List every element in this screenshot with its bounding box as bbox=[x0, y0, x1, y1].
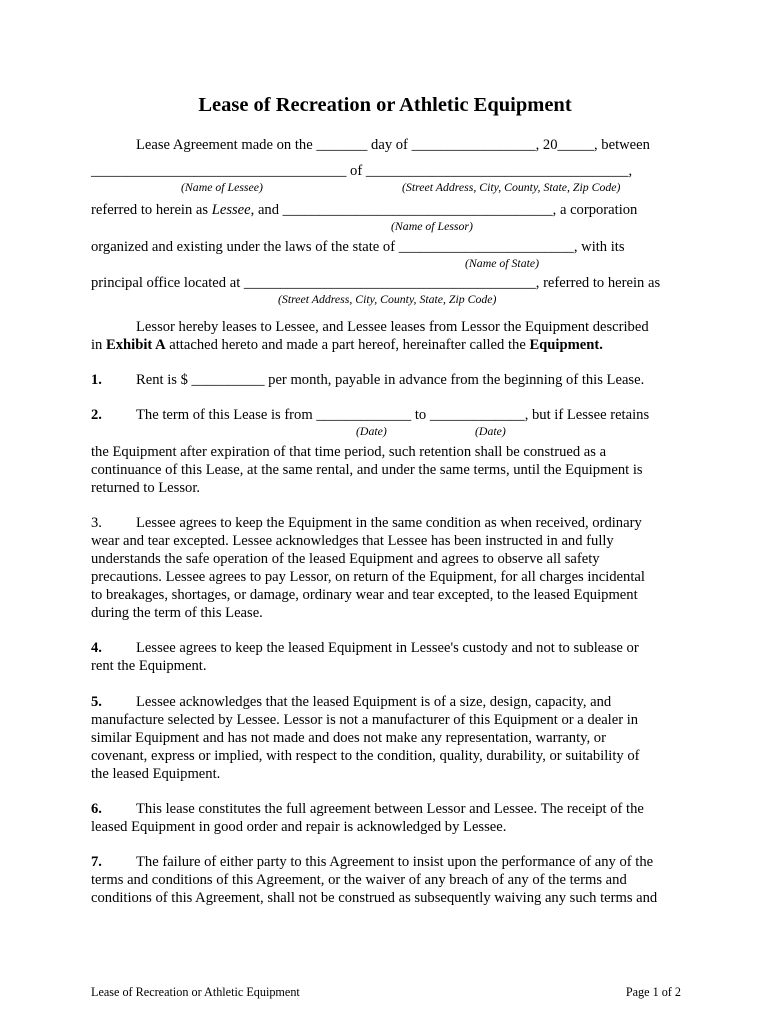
equipment-term: Equipment. bbox=[529, 337, 603, 353]
caption-street-address-2: (Street Address, City, County, State, Zip Code) bbox=[278, 292, 497, 306]
section-4: 4. Lessee agrees to keep the leased Equipment in Lessee's custody and not to sublease or rent the Equipment. bbox=[91, 640, 639, 674]
section-number: 4. bbox=[91, 640, 102, 656]
section-number: 2. bbox=[91, 407, 102, 423]
footer-page-number: Page 1 of 2 bbox=[625, 985, 681, 999]
section-number: 3. bbox=[91, 515, 102, 531]
caption-street-address-1: (Street Address, City, County, State, Zip Code) bbox=[402, 180, 621, 194]
section-7: 7. The failure of either party to this Agreement to insist upon the performance of any of the terms and conditions of this Agreement, or the waiver of any breach of any of the terms and conditions of this Agreement, shall not be construed as subsequently waiving any such terms and bbox=[91, 854, 658, 906]
section-3: 3. Lessee agrees to keep the Equipment in the same condition as when received, ordinary wear and tear excepted. Lessee acknowledges that Lessee has been instructed in and fully understands the safe operation of the leased Equipment and agrees to observe all safety precautions. Lessee agrees to pay Lessor, on return of the Equipment, for all charges incidental to breakages, shortages, or damage, ordinary wear and tear excepted, to the leased Equipment during the term of this Lease. bbox=[91, 515, 645, 621]
section-2-continued: the Equipment after expiration of that time period, such retention shall be construed as a continuance of this Lease, at the same rental, and under the same terms, until the Equipment is returned to Lessor. bbox=[91, 444, 643, 496]
footer-document-title: Lease of Recreation or Athletic Equipment bbox=[91, 985, 300, 999]
caption-name-of-lessor: (Name of Lessor) bbox=[391, 219, 473, 233]
intro-line-1: Lease Agreement made on the _______ day of _________________, 20_____, between bbox=[136, 137, 650, 153]
intro-line-3-start: referred to herein as bbox=[91, 202, 212, 218]
lease-paragraph: Lessor hereby leases to Lessee, and Lessee leases from Lessor the Equipment described in Exhibit A attached hereto and made a part hereof, hereinafter called the Equipment. bbox=[91, 319, 649, 353]
intro-line-4: organized and existing under the laws of the state of ________________________, with its bbox=[91, 239, 625, 255]
section-number: 1. bbox=[91, 372, 102, 388]
caption-name-of-lessee: (Name of Lessee) bbox=[181, 180, 263, 194]
section-5: 5. Lessee acknowledges that the leased Equipment is of a size, design, capacity, and manufacture selected by Lessee. Lessor is not a manufacturer of this Equipment or a dealer in similar Equipment and has not made and does not make any representation, warranty, or covenant, express or implied, with respect to the condition, quality, durability, or suitability of the leased Equipment. bbox=[91, 694, 640, 782]
section-number: 6. bbox=[91, 801, 102, 817]
intro-line-3 bbox=[91, 201, 637, 219]
intro-line-3-end: , and _____________________________________, a corporation bbox=[250, 202, 638, 218]
section-2: 2. The term of this Lease is from _____________ to _____________, but if Lessee retains bbox=[91, 407, 650, 423]
intro-line-2: ___________________________________ of ____________________________________, bbox=[91, 163, 633, 179]
section-number: 7. bbox=[91, 854, 102, 870]
section-number: 5. bbox=[91, 694, 102, 710]
caption-name-of-state: (Name of State) bbox=[465, 256, 540, 270]
section-6: 6. This lease constitutes the full agreement between Lessor and Lessee. The receipt of the leased Equipment in good order and repair is acknowledged by Lessee. bbox=[91, 801, 644, 835]
section-1: 1. Rent is $ __________ per month, payable in advance from the beginning of this Lease. bbox=[91, 372, 645, 388]
exhibit-a-ref: Exhibit A bbox=[106, 337, 166, 353]
caption-date-2: (Date) bbox=[475, 424, 506, 438]
lessee-term: Lessee bbox=[211, 202, 251, 218]
caption-date-1: (Date) bbox=[356, 424, 387, 438]
intro-line-5: principal office located at ________________________________________, referred to herein as bbox=[91, 275, 661, 291]
document-title: Lease of Recreation or Athletic Equipment bbox=[198, 94, 572, 116]
